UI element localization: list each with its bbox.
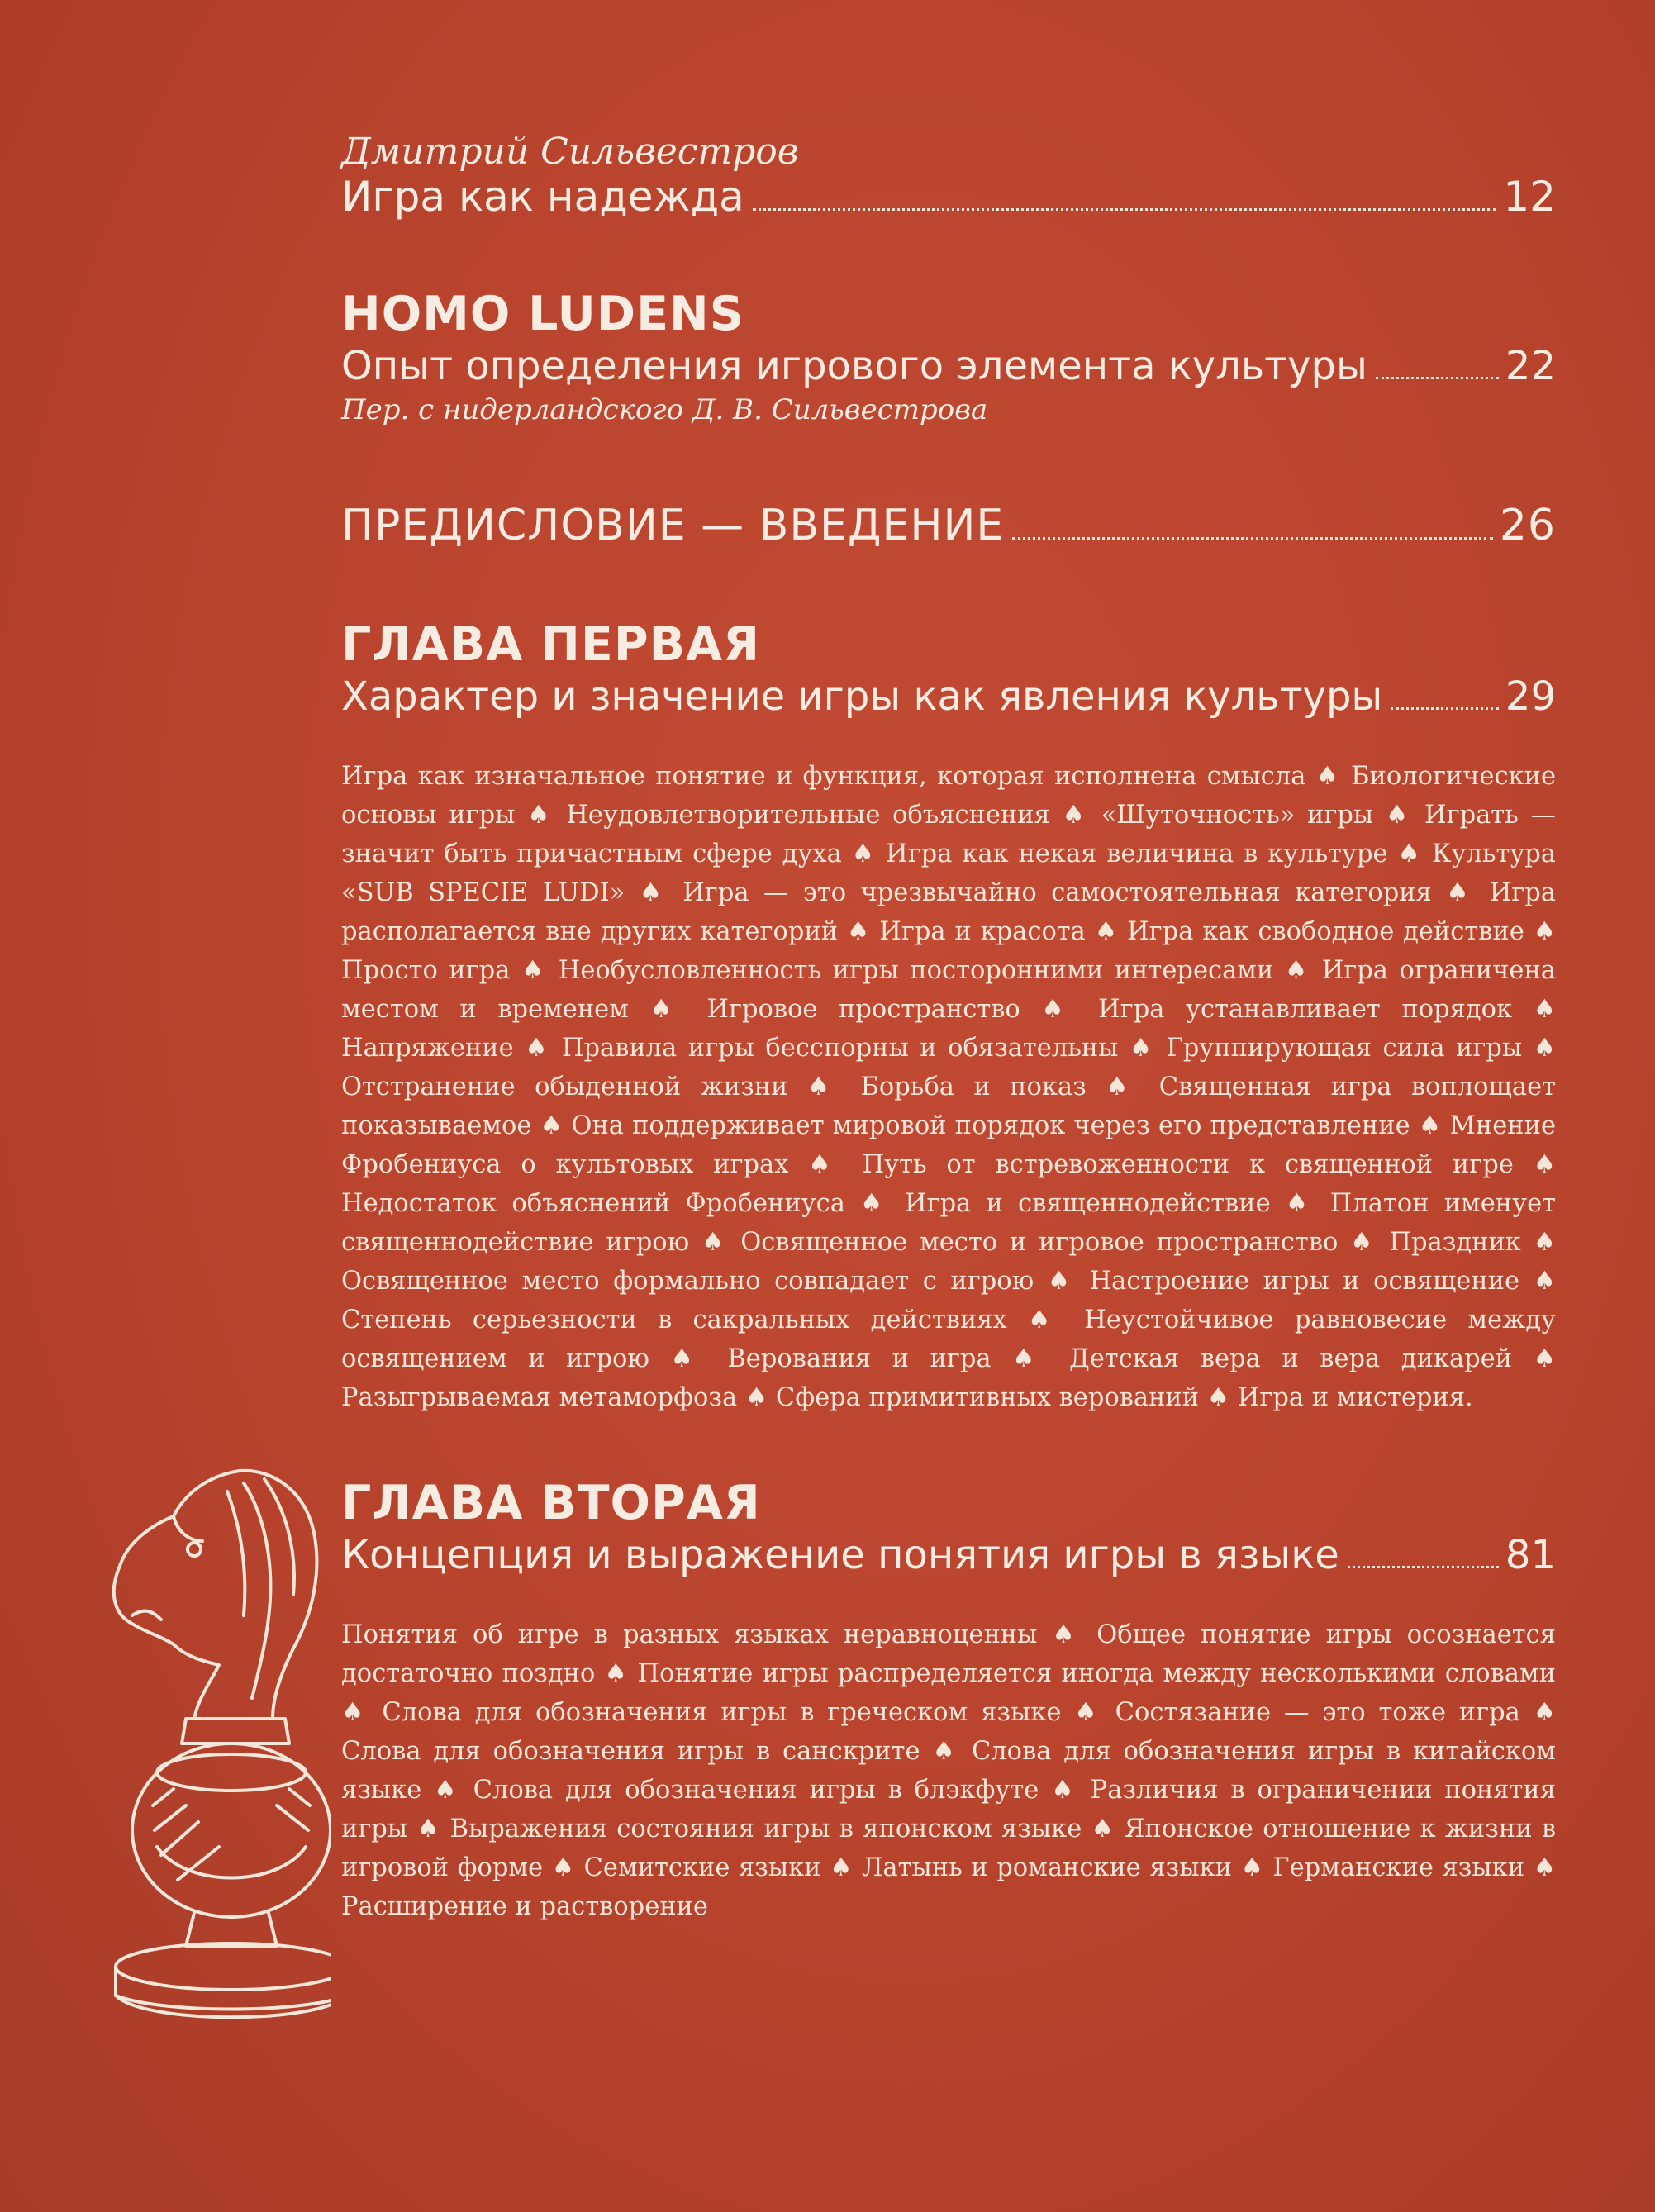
chess-knight-icon — [95, 1458, 331, 2037]
homo-ludens-page-number: 22 — [1505, 342, 1556, 389]
chapter-1-heading: ГЛАВА ПЕРВАЯ — [341, 617, 761, 673]
leader-dots — [1391, 707, 1499, 710]
homo-ludens-subtitle: Опыт определения игрового элемента культуры — [341, 342, 1367, 389]
homo-ludens-heading: HOMO LUDENS — [341, 287, 744, 342]
leader-dots — [1012, 537, 1493, 540]
toc-entry-homo-ludens[interactable] — [341, 343, 1556, 391]
chapter-2-page-number: 81 — [1505, 1531, 1556, 1578]
chapter-1-subtitle: Характер и значение игры как явления культуры — [341, 673, 1383, 720]
table-of-contents — [341, 132, 1556, 1926]
vertical-title — [45, 116, 260, 1355]
preface-page-number: 26 — [1499, 501, 1556, 551]
translator-note: Пер. с нидерландского Д. В. Сильвестрова — [341, 393, 988, 427]
chapter-1-page-number: 29 — [1505, 673, 1556, 720]
toc-entry-preface[interactable] — [341, 501, 1556, 550]
leader-dots — [753, 208, 1497, 211]
leader-dots — [1376, 377, 1499, 379]
chapter-2-subtitle: Концепция и выражение понятия игры в языке — [341, 1531, 1339, 1578]
intro-title: Игра как надежда — [341, 173, 744, 221]
toc-entry-chapter-2[interactable] — [341, 1532, 1556, 1580]
intro-author: Дмитрий Сильвестров — [341, 131, 799, 173]
preface-title: ПРЕДИСЛОВИЕ — ВВЕДЕНИЕ — [341, 501, 1005, 551]
chapter-1-description: Игра как изначальное понятие и функция, которая исполнена смысла ♠ Биологические основы игры ♠ Неудовлетворительные объяснения ♠ «Шуточность» игры ♠ Играть — значит быть причастным сфере духа ♠ Игра как некая величина в культуре ♠ Культура «SUB SPECIE LUDI» ♠ Игра — это чрезвычайно самостоятельная категория ♠ Игра располагается вне других категорий ♠ Игра и красота ♠ Игра как свободное действие ♠ Просто игра ♠ Необусловленность игры посторонними интересами ♠ Игра ограничена местом и временем ♠ Игровое пространство ♠ Игра устанавливает порядок ♠ Напряжение ♠ Правила игры бесспорны и обязательны ♠ Группирующая сила игры ♠ Отстранение обыденной жизни ♠ Борьба и показ ♠ Священная игра воплощает показываемое ♠ Она поддерживает мировой порядок через его представление ♠ Мнение Фробениуса о культовых играх ♠ Путь от встревоженности к священной игре ♠ Недостаток объяснений Фробениуса ♠ Игра и священнодействие ♠ Платон именует священнодействие игрою ♠ Освященное место и игровое пространство ♠ Праздник ♠ Освященное место формально совпадает с игрою ♠ Настроение игры и освящение ♠ Степень серьезности в сакральных действиях ♠ Неустойчивое равновесие между освящением и игрою ♠ Верования и игра ♠ Детская вера и вера дикарей ♠ Разыгрываемая метаморфоза ♠ Сфера примитивных верований ♠ Игра и мистерия. — [341, 762, 1556, 1413]
intro-page-number: 12 — [1503, 173, 1556, 221]
chapter-2-description: Понятия об игре в разных языках неравноценны ♠ Общее понятие игры осознается достаточно поздно ♠ Понятие игры распределяется иногда между несколькими словами ♠ Слова для обозначения игры в греческом языке ♠ Состязание — это тоже игра ♠ Слова для обозначения игры в санскрите ♠ Слова для обозначения игры в китайском языке ♠ Слова для обозначения игры в блэкфуте ♠ Различия в ограничении понятия игры ♠ Выражения состояния игры в японском языке ♠ Японское отношение к жизни в игровой форме ♠ Семитские языки ♠ Латынь и романские языки ♠ Германские языки ♠ Расширение и растворение — [341, 1620, 1556, 1922]
chapter-2-heading: ГЛАВА ВТОРАЯ — [341, 1476, 761, 1531]
leader-dots — [1348, 1566, 1499, 1568]
toc-entry-chapter-1[interactable] — [341, 673, 1556, 721]
toc-entry-intro[interactable] — [341, 172, 1556, 221]
